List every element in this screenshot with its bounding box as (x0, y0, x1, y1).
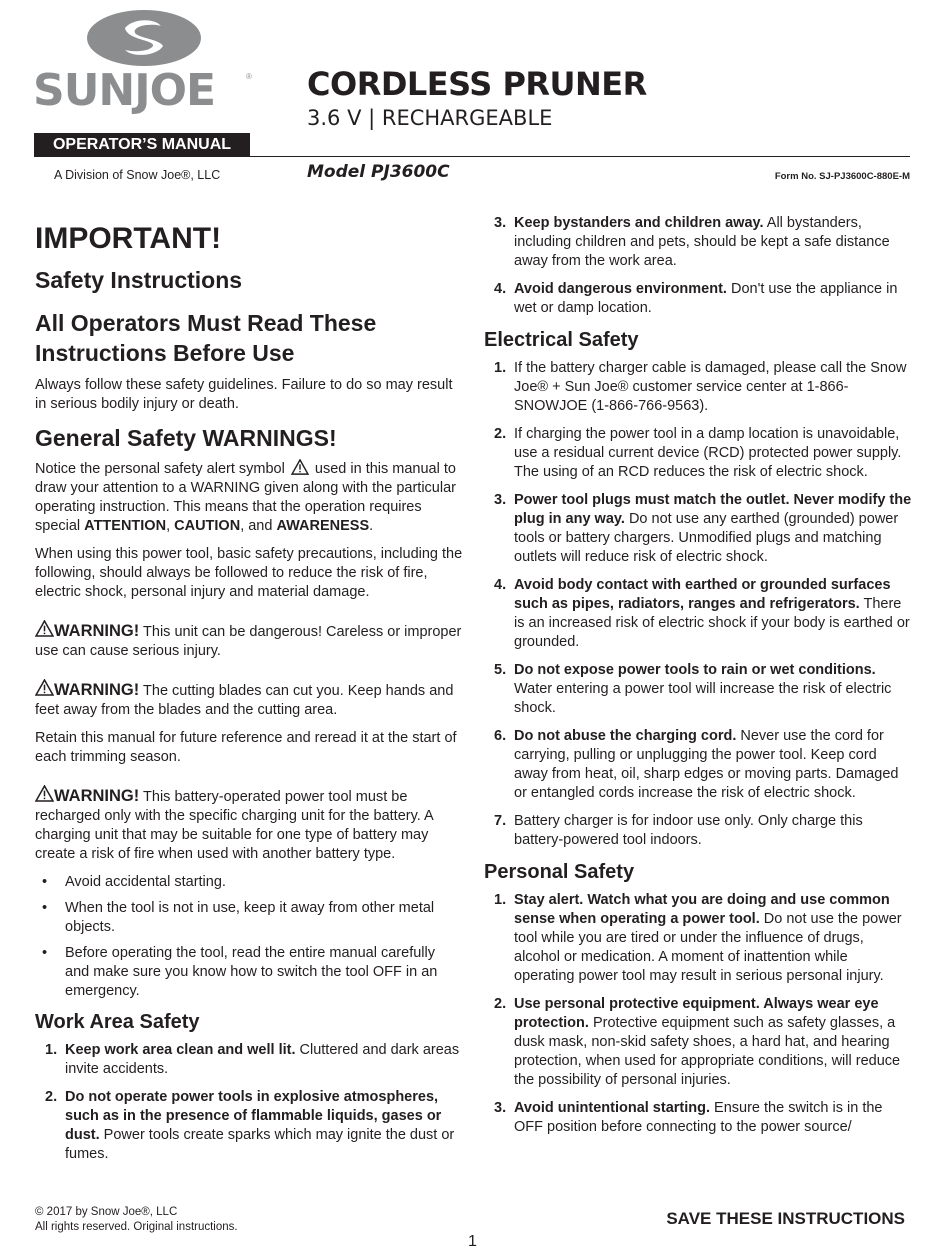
personal-safety-heading: Personal Safety (484, 861, 635, 883)
list-item: 3. Power tool plugs must match the outlet. Never modify the plug in any way. Do not use any earthed (grounded) power tools or battery chargers. Unmodified plugs and matching outlets will reduce risk of electric shock. (494, 492, 912, 565)
model-number: Model PJ3600C (307, 162, 450, 182)
list-item: 1. If the battery charger cable is damaged, please call the Snow Joe® + Sun Joe® customer service center at 1-866-SNOWJOE (1-866-766-9563). (494, 360, 907, 414)
list-item: • When the tool is not in use, keep it away from other metal objects. (42, 900, 435, 935)
brand-registered-mark: ® (246, 72, 252, 81)
electrical-safety-list (484, 359, 912, 850)
list-item: 3. Keep bystanders and children away. All bystanders, including children and pets, should be kept a safe distance away from the work area. (494, 215, 890, 269)
list-item: 5. Do not expose power tools to rain or wet conditions. Water entering a power tool will increase the risk of electric shock. (494, 662, 892, 716)
list-item: 4. Avoid body contact with earthed or grounded surfaces such as pipes, radiators, ranges and refrigerators. There is an increased risk of electric shock if your body is earthed or grounded. (494, 577, 910, 650)
list-item: 2. If charging the power tool in a damp location is unavoidable, use a residual current device (RCD) protected power supply. The using of an RCD reduces the risk of electric shock. (494, 426, 902, 480)
save-instructions-footer: SAVE THESE INSTRUCTIONS (666, 1209, 905, 1228)
list-item: 1. Keep work area clean and well lit. Cluttered and dark areas invite accidents. (45, 1042, 460, 1077)
header-divider (250, 156, 910, 157)
when-using-paragraph: When using this power tool, basic safety precautions, including the following, should always be followed to reduce the risk of fire, electric shock, personal injury and material damage. (35, 546, 463, 600)
warning-paragraph-2: WARNING! The cutting blades can cut you. Keep hands and feet away from the blades and the cutting area. (35, 681, 454, 718)
general-safety-heading: General Safety WARNINGS! (35, 425, 337, 451)
brand-wordmark: SUNJOE (33, 65, 216, 116)
warning-icon (35, 679, 54, 696)
always-follow-paragraph: Always follow these safety guidelines. Failure to do so may result in serious bodily injury or death. (35, 377, 453, 412)
list-item: • Before operating the tool, read the entire manual carefully and make sure you know how to switch the tool OFF in an emergency. (42, 945, 438, 999)
retain-paragraph: Retain this manual for future reference and reread it at the start of each trimming season. (35, 730, 457, 765)
work-area-list-continued (484, 214, 912, 318)
copyright-notice: © 2017 by Snow Joe®, LLC All rights reserved. Original instructions. (35, 1206, 238, 1233)
safety-alert-icon (291, 459, 309, 475)
operators-manual-banner: OPERATOR’S MANUAL (34, 133, 250, 157)
notice-paragraph: Notice the personal safety alert symbol used in this manual to draw your attention to a WARNING given along with the particular operating instruction. This means that the operation requires special ATTENTION, CAUTION, and AWARENESS. (35, 461, 456, 534)
division-text: A Division of Snow Joe®, LLC (54, 168, 221, 182)
document-subtitle: 3.6 V | RECHARGEABLE (307, 106, 553, 130)
list-item: 2. Use personal protective equipment. Always wear eye protection. Protective equipment such as safety glasses, a dusk mask, non-skid safety shoes, a hard hat, and hearing protection, when used for appropriate conditions, will reduce the possibility of personal injuries. (494, 996, 901, 1088)
work-area-list (35, 1041, 463, 1164)
warning-icon (35, 620, 54, 637)
list-item: 3. Avoid unintentional starting. Ensure the switch is in the OFF position before connecting to the power source/ (494, 1100, 883, 1135)
form-number: Form No. SJ-PJ3600C-880E-M (774, 171, 910, 182)
list-item: 7. Battery charger is for indoor use only. Only charge this battery-powered tool indoors. (494, 813, 863, 848)
list-item: 1. Stay alert. Watch what you are doing and use common sense when operating a power tool. Do not use the power tool while you are tired or under the influence of drugs, alcohol or medication. A moment of inattention while operating power tool may result in serious personal injury. (494, 892, 902, 984)
personal-safety-list (484, 891, 912, 1137)
left-column (35, 222, 463, 1173)
warning-icon (35, 785, 54, 802)
work-area-heading: Work Area Safety (35, 1011, 200, 1033)
warning-paragraph-3: WARNING! This battery-operated power tool must be recharged only with the specific charging unit for the battery. A charging unit that may be suitable for one type of battery may create a risk of fire when used with another battery type. (35, 787, 433, 862)
right-column (484, 214, 912, 1146)
warning-paragraph-1: WARNING! This unit can be dangerous! Careless or improper use can cause serious injury. (35, 622, 462, 659)
precaution-list (35, 873, 463, 1001)
page-number: 1 (468, 1233, 477, 1250)
list-item: • Avoid accidental starting. (42, 874, 226, 890)
list-item: 4. Avoid dangerous environment. Don't use the appliance in wet or damp location. (494, 281, 898, 316)
electrical-safety-heading: Electrical Safety (484, 329, 639, 351)
list-item: 6. Do not abuse the charging cord. Never use the cord for carrying, pulling or unplugging the power tool. Keep cord away from heat, oil, sharp edges or moving parts. Damaged or entangled cords increase the risk of electric shock. (494, 728, 899, 801)
sunjoe-logo-icon (85, 8, 203, 68)
list-item: 2. Do not operate power tools in explosive atmospheres, such as in the presence of flammable liquids, gases or dust. Power tools create sparks which may ignite the dust or fumes. (45, 1089, 455, 1162)
must-read-heading: All Operators Must Read These Instructions Before Use (35, 310, 377, 366)
important-heading: IMPORTANT! (35, 222, 222, 255)
document-title: CORDLESS PRUNER (307, 65, 647, 103)
safety-instructions-heading: Safety Instructions (35, 267, 243, 293)
